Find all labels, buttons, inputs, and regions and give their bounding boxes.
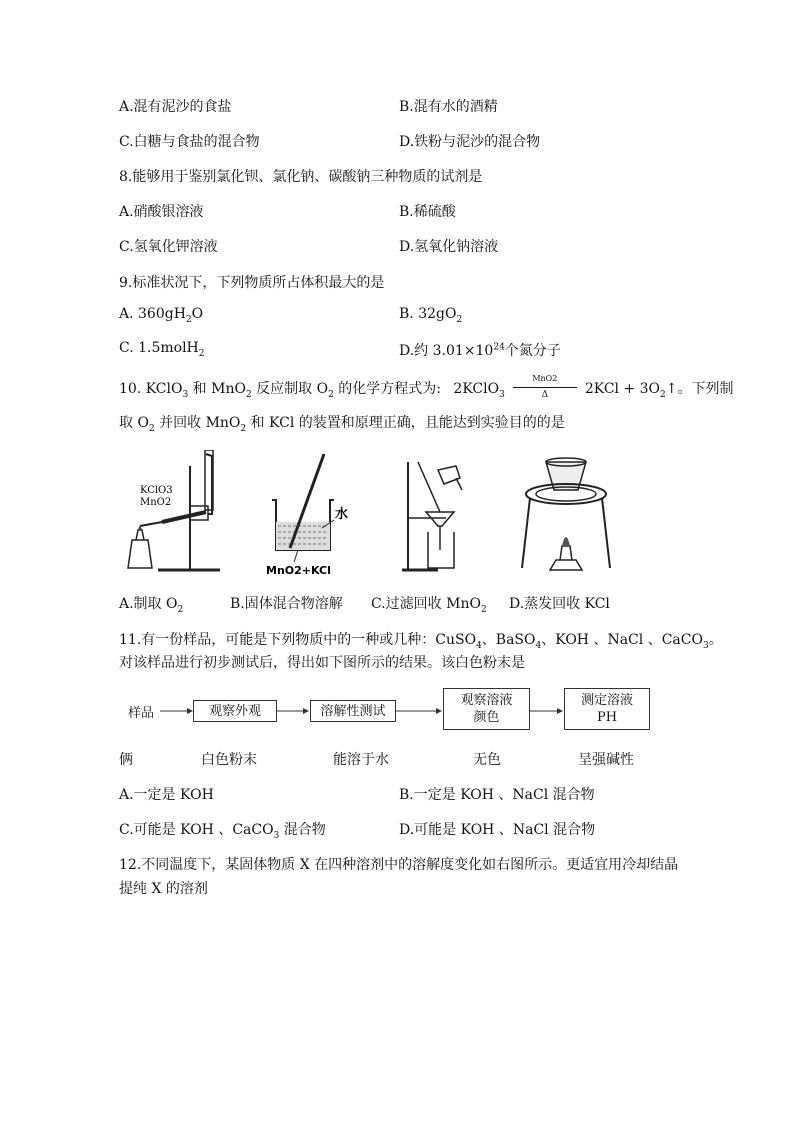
q8-option-a: A.硝酸银溶液 (119, 204, 204, 220)
q10-caption-b: B.固体混合物溶解 (230, 596, 343, 612)
flow-box-observe-color: 观察溶液 颜色 (443, 688, 530, 730)
apparatus-d-figure (516, 450, 616, 578)
q9-option-d: D.约 $3.01\times 10^{24}$个氮分子 (399, 342, 561, 359)
q10-stem-line1: 10. KClO$_3$ 和 MnO$_2$ 反应制取 $O_2$ 的化学方程式为: 2KClO$_3$ $\frac{\text{MnO2}}{\Delta}$ $2KCl + 3O_2↑$。下列制 (119, 374, 734, 404)
flow-result-0: 俩 (119, 752, 133, 768)
q7-option-d: D.铁粉与泥沙的混合物 (399, 134, 541, 150)
q7-option-c: C.白糖与食盐的混合物 (119, 134, 260, 150)
q7-option-a: A.混有泥沙的食盐 (119, 99, 232, 115)
flow-result-appearance: 白色粉末 (201, 752, 257, 768)
apparatus-b-label-mixture: MnO2+KCl (266, 564, 331, 577)
q11-option-b: B.一定是 KOH 、NaCl 混合物 (399, 787, 595, 803)
q12-stem-line2: 提纯 X 的溶剂 (119, 881, 208, 897)
flow-box-measure-ph: 测定溶液 PH (564, 688, 650, 730)
q11-stem-line2: 对该样品进行初步测试后，得出如下图所示的结果。该白色粉末是 (119, 655, 525, 671)
flow-box-solubility-test: 溶解性测试 (310, 700, 396, 722)
apparatus-b-label-water: 水 (335, 507, 349, 522)
q8-option-d: D.氢氧化钠溶液 (399, 239, 499, 255)
q11-option-d: D.可能是 KOH 、NaCl 混合物 (399, 822, 596, 838)
q9-option-c: C. 1.5molH$_2$ (119, 340, 205, 359)
apparatus-c-figure (398, 450, 488, 578)
apparatus-a-label-kclo3: KClO3 (140, 485, 173, 496)
q11-option-c: C.可能是 KOH 、CaCO$_3$ 混合物 (119, 822, 326, 841)
q7-option-b: B.混有水的酒精 (399, 99, 498, 115)
q12-stem-line1: 12.不同温度下，某固体物质 X 在四种溶剂中的溶解度变化如右图所示。更适宜用冷却结晶 (119, 857, 679, 873)
q11-option-a: A.一定是 KOH (119, 787, 214, 803)
flow-result-color: 无色 (473, 752, 501, 768)
apparatus-a-figure (122, 450, 222, 578)
q8-stem: 8.能够用于鉴别氯化钡、氯化钠、碳酸钠三种物质的试剂是 (119, 169, 483, 185)
flow-result-solubility: 能溶于水 (333, 752, 389, 768)
flow-result-ph: 呈强碱性 (578, 752, 634, 768)
q10-stem-line2: 取 $O_2$ 并回收 MnO$_2$ 和 KCl 的装置和原理正确，且能达到实验目的的是 (119, 415, 565, 434)
flow-box-observe-appearance: 观察外观 (193, 700, 277, 722)
q9-option-a: A. $360gH_2O$ (119, 306, 204, 325)
reaction-condition: $\frac{\text{MnO2}}{\Delta}$ (509, 374, 581, 404)
q8-option-c: C.氢氧化钾溶液 (119, 239, 218, 255)
flow-start-label: 样品 (128, 706, 155, 721)
q10-caption-c: C.过滤回收 MnO$_2$ (371, 596, 487, 615)
q8-option-b: B.稀硫酸 (399, 204, 456, 220)
q10-caption-d: D.蒸发回收 KCl (509, 596, 610, 612)
chemical-equation: 2KClO$_3$ $\frac{\text{MnO2}}{\Delta}$ $2KCl + 3O_2↑$。下列制 (453, 381, 733, 397)
q9-option-b: B. $32gO_2$ (399, 306, 463, 325)
apparatus-b-figure (262, 450, 352, 578)
apparatus-a-label-mno2: MnO2 (140, 497, 172, 508)
q10-caption-a: A.制取 $O_2$ (119, 596, 184, 615)
q11-stem-line1: 11.有一份样品，可能是下列物质中的一种或几种：CuSO$_4$、BaSO$_4$、KOH 、NaCl 、CaCO$_3$。 (119, 632, 723, 651)
q9-stem: 9.标准状况下，下列物质所占体积最大的是 (119, 275, 385, 291)
